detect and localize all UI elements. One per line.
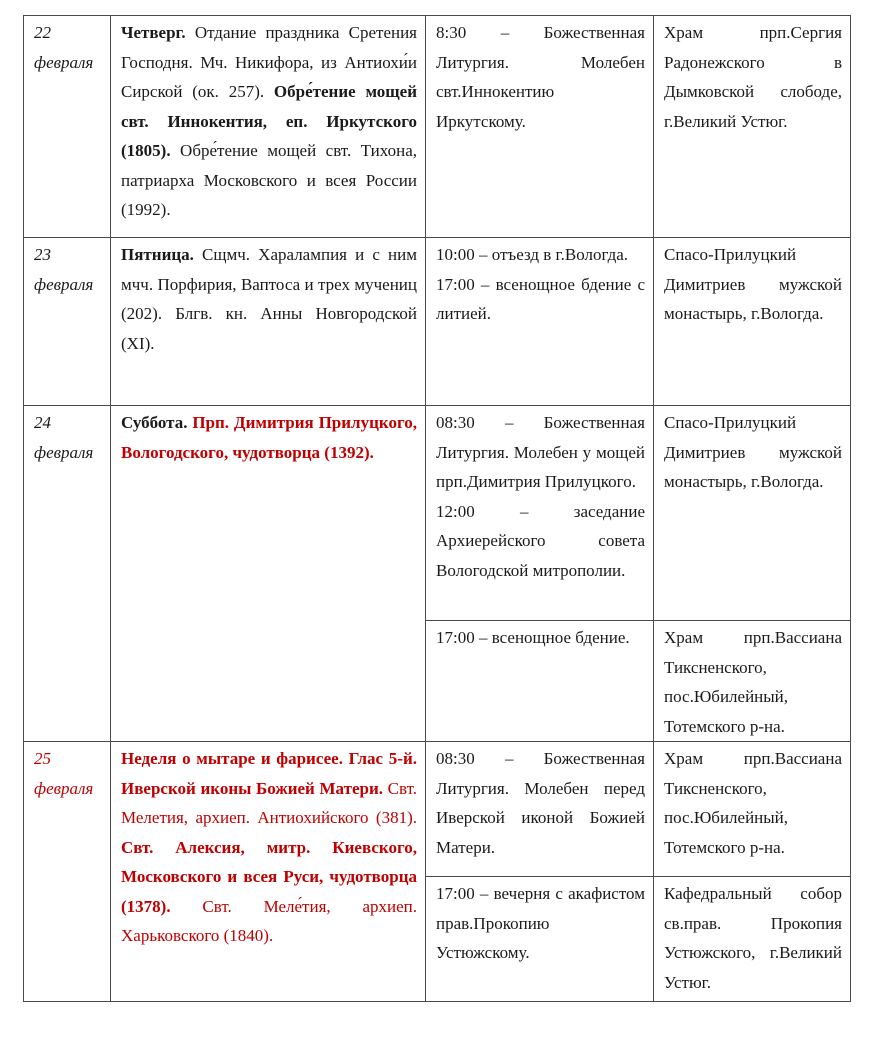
date-cell-paragraph: [34, 240, 102, 299]
service-cell-text: 08:30 – Божественная Литургия. Молебен перед Иверской иконой Божией Матери.: [436, 749, 645, 857]
date-cell: [24, 16, 111, 238]
location-cell-text: Храм прп.Вассиана Тиксненского, пос.Юбилейный, Тотемского р-на.: [664, 628, 842, 736]
service-cell-paragraph: [436, 408, 645, 497]
description-cell-text: Свт. Алексия, митр. Киевского, Московского и всея Руси, чудотворца (1378).: [121, 837, 417, 916]
schedule-table-body: [24, 16, 851, 1002]
description-cell-text: Пятница.: [121, 245, 203, 264]
description-cell-paragraph: [121, 744, 417, 951]
date-cell-text: 24 февраля: [34, 413, 94, 462]
date-cell-paragraph: [34, 408, 102, 467]
location-cell: [654, 16, 851, 238]
date-cell-text: 23 февраля: [34, 245, 94, 294]
description-cell: [111, 406, 426, 742]
location-cell-paragraph: [664, 623, 842, 741]
table-row: [24, 742, 851, 877]
location-cell: [654, 406, 851, 621]
description-cell-paragraph: [121, 240, 417, 358]
service-cell-paragraph: [436, 623, 645, 653]
description-cell-text: Отдание праздника Сретения Господня. Мч. Никифора, из Антиохи́и Сирской (ок. 257).: [121, 23, 417, 101]
location-cell-paragraph: [664, 240, 842, 329]
table-row: [24, 406, 851, 621]
service-cell-text: 10:00 – отъезд в г.Вологда.: [436, 245, 629, 264]
date-cell-text: 25 февраля: [34, 749, 94, 798]
description-cell-text: Сщмч. Харалампия и с ним мчч. Порфирия, Ваптоса и трех мучениц (202). Блгв. кн. Анны Новгородской (XI).: [121, 245, 417, 353]
service-cell-text: 17:00 – всенощное бдение.: [436, 628, 630, 647]
description-cell: [111, 16, 426, 238]
description-cell-paragraph: [121, 408, 417, 467]
service-cell-paragraph: [436, 18, 645, 136]
description-cell-text: Суббота.: [121, 413, 193, 432]
description-cell-paragraph: [121, 18, 417, 225]
description-cell-text: Свт. Меле́тия, архиеп. Харьковского (1840).: [121, 896, 417, 945]
location-cell-paragraph: [664, 408, 842, 497]
service-cell-text: 17:00 – вечерня с акафистом прав.Прокопию Устюжскому.: [436, 884, 645, 962]
service-cell-text: 12:00 – заседание Архиерейского совета Вологодской митрополии.: [436, 501, 645, 580]
location-cell: [654, 877, 851, 1002]
location-cell-text: Храм прп.Вассиана Тиксненского, пос.Юбилейный, Тотемского р-на.: [664, 749, 842, 857]
location-cell-text: Кафедральный собор св.прав. Прокопия Устюжского, г.Великий Устюг.: [664, 884, 842, 992]
location-cell-text: Спасо-Прилуцкий Димитриев мужской монастырь, г.Вологда.: [664, 413, 842, 491]
date-cell: [24, 238, 111, 406]
location-cell: [654, 238, 851, 406]
service-cell-text: 17:00 – всенощное бдение с литией.: [436, 274, 645, 323]
service-cell: [426, 238, 654, 406]
description-cell: [111, 742, 426, 1002]
description-cell: [111, 238, 426, 406]
service-cell: [426, 742, 654, 877]
location-cell-paragraph: [664, 879, 842, 997]
description-cell-text: Неделя о мытаре и фарисее. Глас 5-й. Иверской иконы Божией Матери.: [121, 749, 417, 798]
date-cell-paragraph: [34, 744, 102, 803]
description-cell-text: Обре́тение мощей свт. Тихона, патриарха Московского и всея России (1992).: [121, 141, 417, 219]
location-cell-paragraph: [664, 744, 842, 862]
date-cell: [24, 742, 111, 1002]
service-cell: [426, 406, 654, 621]
service-cell-paragraph: [436, 270, 645, 329]
location-cell-text: Спасо-Прилуцкий Димитриев мужской монастырь, г.Вологда.: [664, 245, 842, 323]
date-cell: [24, 406, 111, 742]
service-cell: [426, 621, 654, 742]
date-cell-paragraph: [34, 18, 102, 77]
schedule-table: [23, 15, 851, 1002]
service-cell-paragraph: [436, 240, 645, 270]
description-cell-text: Свт. Мелетия, архиеп. Антиохийского (381).: [121, 778, 417, 827]
description-cell-text: Обре́тение мощей свт. Иннокентия, еп. Иркутского (1805).: [121, 82, 417, 160]
service-cell-text: 8:30 – Божественная Литургия. Молебен свт.Иннокентию Иркутскому.: [436, 23, 645, 131]
date-cell-text: 22 февраля: [34, 23, 94, 72]
service-cell-text: 08:30 – Божественная Литургия. Молебен у мощей прп.Димитрия Прилуцкого.: [436, 413, 645, 491]
location-cell: [654, 621, 851, 742]
service-cell: [426, 877, 654, 1002]
table-row: [24, 16, 851, 238]
description-cell-text: Четверг.: [121, 23, 195, 42]
service-cell: [426, 16, 654, 238]
description-cell-text: Прп. Димитрия Прилуцкого, Вологодского, чудотворца (1392).: [121, 413, 417, 462]
service-cell-paragraph: [436, 879, 645, 968]
location-cell: [654, 742, 851, 877]
service-cell-paragraph: [436, 497, 645, 586]
service-cell-paragraph: [436, 744, 645, 862]
location-cell-paragraph: [664, 18, 842, 136]
table-row: [24, 238, 851, 406]
location-cell-text: Храм прп.Сергия Радонежского в Дымковской слободе, г.Великий Устюг.: [664, 23, 842, 131]
